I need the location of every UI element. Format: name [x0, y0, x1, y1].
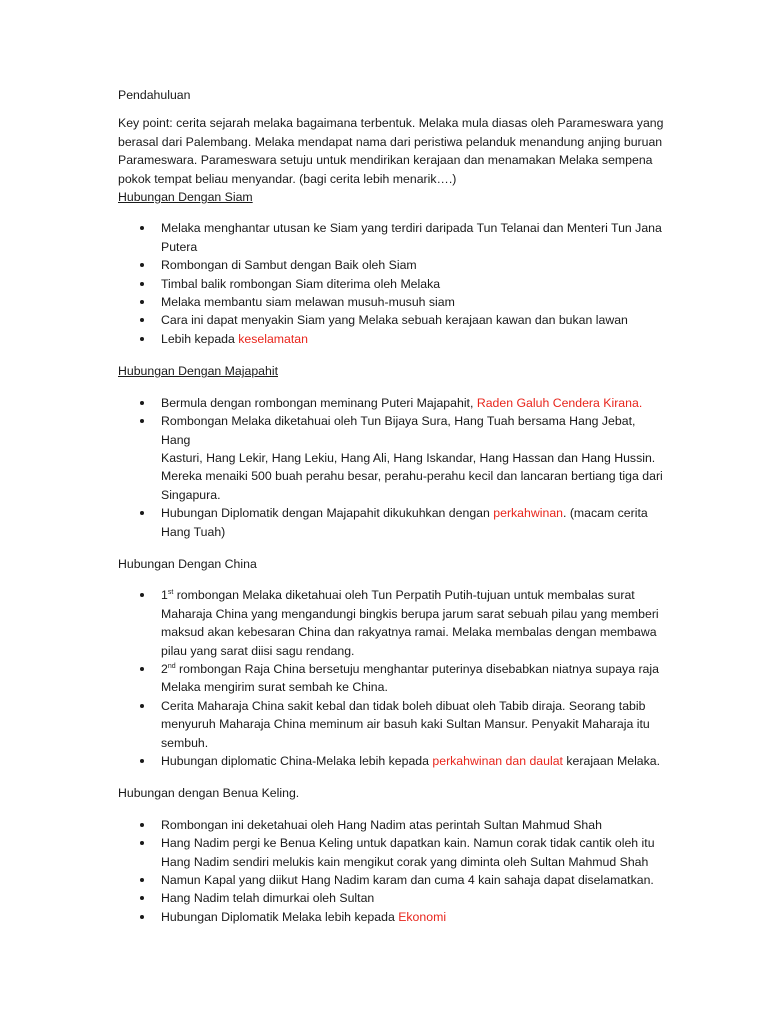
china-list	[118, 586, 668, 770]
intro-line: Parameswara. Parameswara setuju untuk mendirikan kerajaan dan menamakan Melaka sempena	[118, 153, 653, 168]
bullet-icon	[140, 759, 144, 763]
list-item-text: Bermula dengan rombongan meminang Puteri Majapahit,	[161, 395, 477, 410]
list-item-text: Cerita Maharaja China sakit kebal dan tidak boleh dibuat oleh Tabib diraja. Seorang tabib	[161, 698, 646, 713]
highlight-text: perkahwinan dan daulat	[432, 754, 563, 768]
highlight-text: Raden Galuh Cendera Kirana.	[476, 395, 643, 410]
list-item	[118, 834, 668, 871]
intro-paragraph	[118, 114, 668, 188]
list-item	[118, 908, 668, 926]
list-item-text: Lebih kepada	[161, 331, 239, 346]
list-item-text: Putera	[161, 239, 198, 254]
ordinal-suffix: nd	[167, 662, 176, 670]
list-item-text: Maharaja China yang mengandungi bingkis berupa jarum sarat sebuah pilau yang memberi	[161, 606, 659, 621]
list-item-text: Hang Nadim pergi ke Benua Keling untuk dapatkan kain. Namun corak tidak cantik oleh itu	[161, 836, 655, 851]
bullet-icon	[140, 878, 144, 882]
ordinal-number: 1	[161, 588, 168, 603]
list-item-text: kerajaan Melaka.	[562, 754, 661, 768]
bullet-icon	[140, 337, 144, 341]
bullet-icon	[140, 593, 144, 597]
list-item-text: Timbal balik rombongan Siam diterima oleh Melaka	[161, 276, 441, 291]
list-item	[118, 504, 668, 541]
list-item	[118, 816, 668, 834]
list-item	[118, 871, 668, 889]
list-item	[118, 394, 668, 412]
list-item	[118, 311, 668, 329]
bullet-icon	[140, 823, 144, 827]
list-item-text: maksud akan kebesaran China dan rakyatnya ramai. Melaka membalas dengan membawa	[161, 625, 657, 640]
bullet-icon	[140, 226, 144, 230]
list-item-text: Hubungan Diplomatik dengan Majapahit dikukuhkan dengan	[161, 506, 494, 521]
list-item-text: Rombongan di Sambut dengan Baik oleh Siam	[161, 258, 417, 273]
bullet-icon	[140, 704, 144, 708]
list-item-text: Melaka menghantar utusan ke Siam yang terdiri daripada Tun Telanai dan Menteri Tun Jana	[161, 221, 662, 236]
bullet-icon	[140, 401, 144, 405]
list-item-text: Cara ini dapat menyakin Siam yang Melaka sebuah kerajaan kawan dan bukan lawan	[161, 313, 628, 328]
list-item	[118, 586, 668, 660]
list-item-text: Hang Nadim telah dimurkai oleh Sultan	[161, 891, 375, 906]
majapahit-list	[118, 394, 668, 541]
keling-list	[118, 816, 668, 926]
bullet-icon	[140, 915, 144, 919]
list-item-text: Mereka menaiki 500 buah perahu besar, perahu-perahu kecil dan lancaran bertiang tiga dari	[161, 469, 663, 484]
list-item	[118, 293, 668, 311]
list-item-text: rombongan Melaka diketahuai oleh Tun Perpatih Putih-tujuan untuk membalas surat	[173, 588, 635, 603]
bullet-icon	[140, 419, 144, 423]
bullet-icon	[140, 318, 144, 322]
intro-line: pokok tempat beliau menyandar. (bagi cerita lebih menarik….)	[118, 171, 457, 186]
list-item-text: Namun Kapal yang diikut Hang Nadim karam dan cuma 4 kain sahaja dapat diselamatkan.	[161, 873, 654, 888]
list-item-text: Hubungan diplomatic China-Melaka lebih kepada	[161, 754, 433, 768]
bullet-icon	[140, 667, 144, 671]
bullet-icon	[140, 511, 144, 515]
intro-line: berasal dari Palembang. Melaka mendapat nama dari peristiwa pelanduk menandung anjing buruan	[118, 134, 663, 149]
list-item-text: Melaka mengirim surat sembah ke China.	[161, 680, 388, 695]
list-item-text: Kasturi, Hang Lekir, Hang Lekiu, Hang Ali, Hang Iskandar, Hang Hassan dan Hang Hussin.	[161, 450, 656, 465]
list-item	[118, 697, 668, 752]
highlight-text: perkahwinan	[493, 506, 563, 521]
list-item	[118, 660, 668, 697]
section-heading-siam: Hubungan Dengan Siam	[118, 190, 253, 205]
list-item-text: sembuh.	[161, 735, 209, 750]
list-item-text: Rombongan Melaka diketahuai oleh Tun Bijaya Sura, Hang Tuah bersama Hang Jebat, Hang	[161, 414, 636, 447]
section-heading-keling: Hubungan dengan Benua Keling.	[118, 786, 300, 801]
list-item-text: Hang Nadim sendiri melukis kain mengikut corak yang diminta oleh Sultan Mahmud Shah	[161, 854, 649, 869]
list-item-text: Rombongan ini deketahuai oleh Hang Nadim atas perintah Sultan Mahmud Shah	[161, 817, 602, 832]
list-item	[118, 219, 668, 256]
list-item-text: . (macam cerita	[563, 506, 648, 521]
bullet-icon	[140, 300, 144, 304]
intro-line: Key point: cerita sejarah melaka bagaimana terbentuk. Melaka mula diasas oleh Parameswara yang	[118, 116, 664, 131]
list-item-text: pilau yang sarat diisi sagu rendang.	[161, 643, 355, 658]
section-heading-majapahit: Hubungan Dengan Majapahit	[118, 364, 278, 379]
highlight-text: keselamatan	[238, 331, 308, 346]
highlight-text: Ekonomi	[398, 909, 447, 924]
list-item	[118, 889, 668, 907]
ordinal-suffix: st	[167, 589, 174, 597]
bullet-icon	[140, 841, 144, 845]
list-item	[118, 752, 668, 770]
list-item	[118, 330, 668, 348]
list-item-text: Hubungan Diplomatik Melaka lebih kepada	[161, 909, 399, 924]
section-heading-china: Hubungan Dengan China	[118, 556, 257, 571]
list-item-text: rombongan Raja China bersetuju menghantar puterinya disebabkan niatnya supaya raja	[175, 661, 659, 676]
list-item-text: Singapura.	[161, 487, 221, 502]
list-item-text: Hang Tuah)	[161, 524, 226, 539]
bullet-icon	[140, 896, 144, 900]
document-title: Pendahuluan	[118, 88, 191, 102]
list-item	[118, 275, 668, 293]
ordinal-number: 2	[161, 661, 168, 676]
list-item	[118, 412, 668, 504]
list-item-text: Melaka membantu siam melawan musuh-musuh siam	[161, 295, 455, 310]
bullet-icon	[140, 282, 144, 286]
list-item-text: menyuruh Maharaja China meminum air basuh kaki Sultan Mansur. Penyakit Maharaja itu	[161, 717, 650, 732]
list-item	[118, 256, 668, 274]
siam-list	[118, 219, 668, 348]
bullet-icon	[140, 263, 144, 267]
